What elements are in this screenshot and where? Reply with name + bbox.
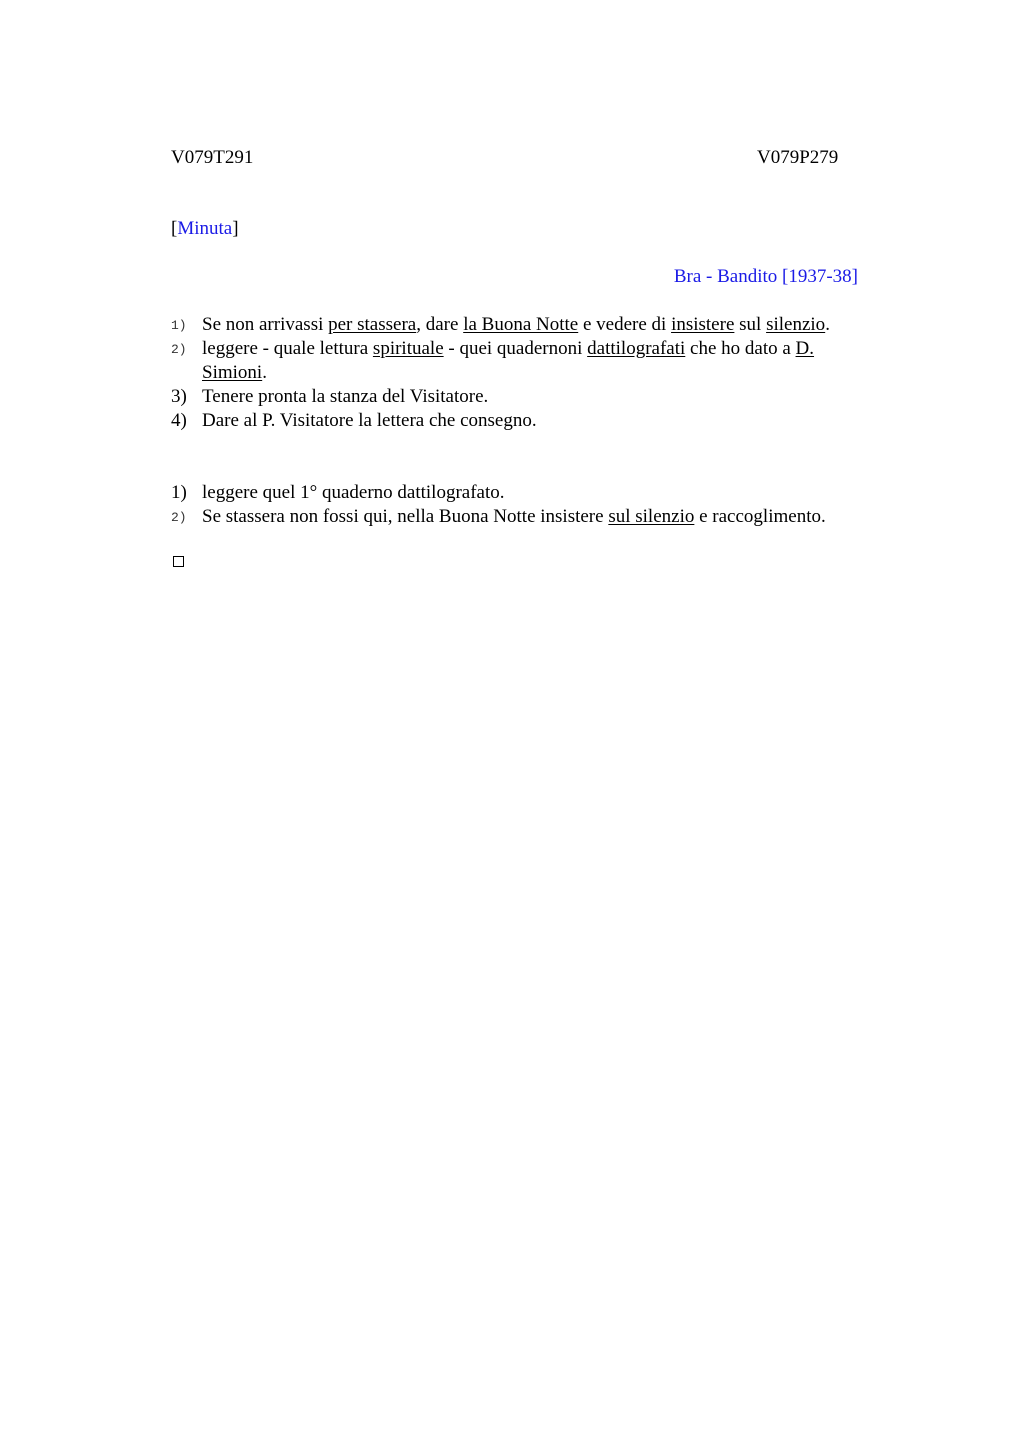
item-text: Se stassera non fossi qui, nella Buona Notte insistere	[202, 506, 609, 527]
underlined-text: spirituale	[372, 338, 444, 359]
item-number: 1)	[171, 482, 187, 503]
item-number: 1)	[171, 318, 187, 333]
empty-square-icon	[173, 556, 184, 567]
item-number: 2)	[171, 342, 187, 357]
item-number: 3)	[171, 386, 187, 407]
item-text: , dare	[416, 314, 464, 335]
item-text: che ho dato a	[685, 338, 796, 359]
item-text: .	[262, 362, 267, 383]
underlined-text: dattilografati	[587, 338, 686, 359]
minuta-label	[171, 217, 239, 241]
item-text: Se non arrivassi	[202, 314, 329, 335]
underlined-text: la Buona Notte	[463, 314, 579, 335]
item-text: Dare al P. Visitatore la lettera che consegno.	[202, 410, 537, 431]
list-item	[171, 337, 882, 385]
underlined-text: silenzio	[766, 314, 826, 335]
item-text: leggere quel 1° quaderno dattilografato.	[202, 482, 505, 503]
underlined-text: sul silenzio	[608, 506, 695, 527]
minuta-link[interactable]: Minuta	[177, 218, 233, 239]
item-text: sul	[734, 314, 767, 335]
place-date-heading: Bra - Bandito [1937-38]	[673, 266, 858, 287]
list-item	[171, 505, 901, 529]
bracket-open: [	[171, 218, 178, 239]
item-text: - quei quadernoni	[443, 338, 588, 359]
list-item	[171, 385, 901, 409]
instructions-list-1	[171, 313, 901, 433]
bracket-close: ]	[232, 218, 239, 239]
item-text: e raccoglimento.	[694, 506, 826, 527]
item-text: Tenere pronta la stanza del Visitatore.	[202, 386, 489, 407]
underlined-text: per stassera	[328, 314, 417, 335]
instructions-list-2	[171, 481, 901, 529]
underlined-text: insistere	[671, 314, 735, 335]
item-text: e vedere di	[578, 314, 672, 335]
item-number: 2)	[171, 510, 187, 525]
list-item	[171, 313, 901, 337]
list-item	[171, 481, 901, 505]
list-item	[171, 409, 901, 433]
header-left-code: V079T291	[171, 147, 254, 168]
item-text: leggere - quale lettura	[202, 338, 373, 359]
underlined-text: D. Simioni	[202, 338, 815, 383]
header-right-code: V079P279	[757, 147, 839, 168]
item-text: .	[825, 314, 830, 335]
item-number: 4)	[171, 410, 187, 431]
